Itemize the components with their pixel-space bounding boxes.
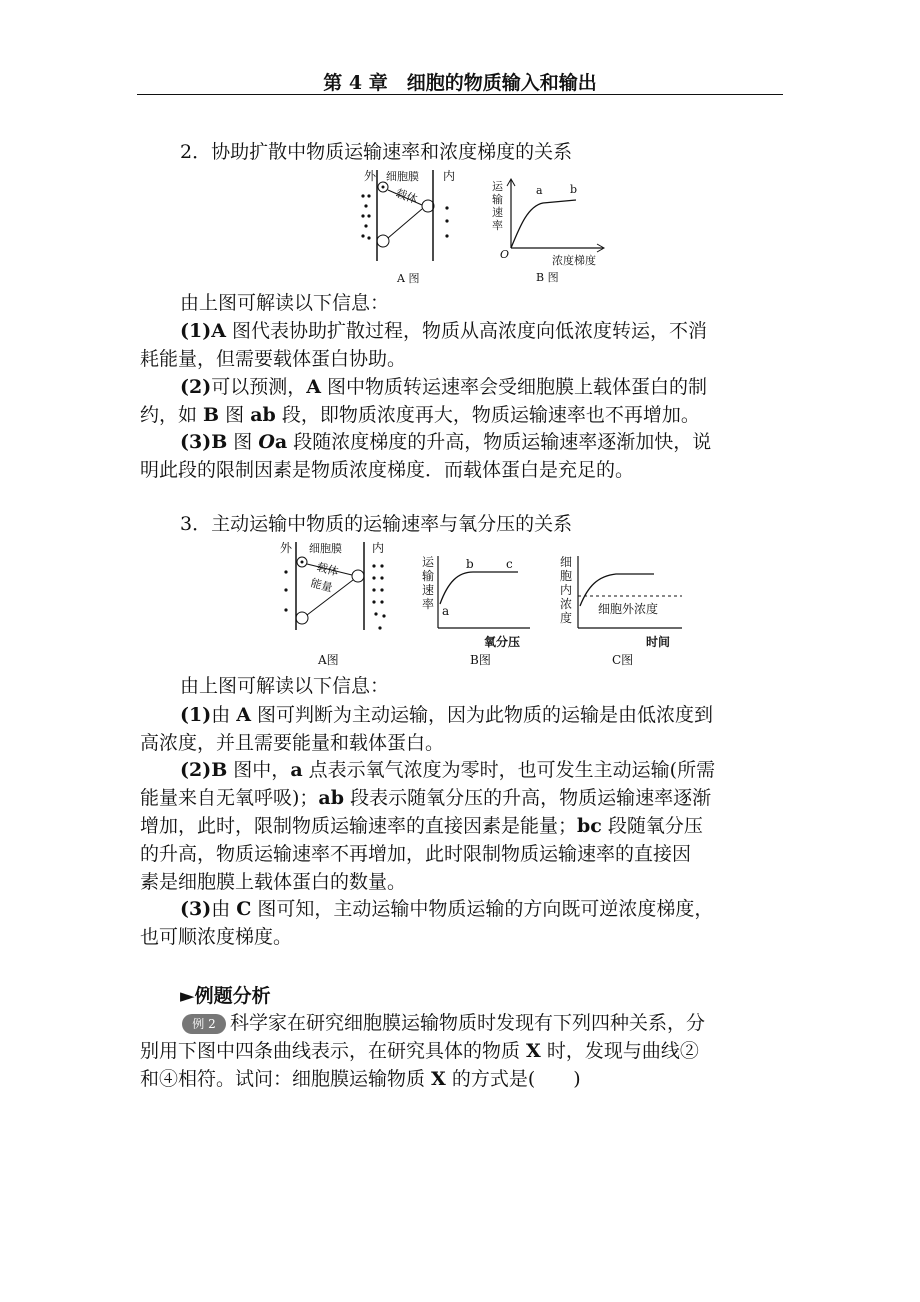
section3-p2-line1: (2)B 图中，a 点表示氧气浓度为零时，也可发生主动运输(所需 <box>180 759 716 781</box>
svg-text:细: 细 <box>560 555 573 569</box>
fig3a-energy-label: 能量 <box>309 576 334 595</box>
fig-b-point-a: a <box>536 184 543 197</box>
fig3a-outside-dots <box>284 570 287 611</box>
section3-heading: 3．主动运输中物质的运输速率与氧分压的关系 <box>180 513 573 535</box>
section2-p1-line1: (1)A 图代表协助扩散过程，物质从高浓度向低浓度转运，不消 <box>180 320 707 342</box>
fig3b-xlabel: 氧分压 <box>484 635 521 649</box>
fig-a-membrane-label: 细胞膜 <box>386 170 419 183</box>
section2-p2-line1: (2)可以预测，A 图中物质转运速率会受细胞膜上载体蛋白的制 <box>180 376 708 398</box>
fig-a-carrier-right <box>422 200 434 212</box>
fig3a-carrier-bottom <box>296 612 308 624</box>
fig-b-curve <box>511 200 576 248</box>
svg-text:浓: 浓 <box>560 597 573 611</box>
fig3a-caption: A图 <box>318 653 339 667</box>
section3-figure-c <box>556 552 691 668</box>
header-rule <box>137 94 783 95</box>
section3-p3-line1: (3)由 C 图可知，主动运输中物质运输的方向既可逆浓度梯度， <box>180 898 714 920</box>
fig3a-carrier-right <box>352 570 364 582</box>
fig3c-xlabel: 时间 <box>646 635 671 649</box>
example-section-label: ►例题分析 <box>180 985 271 1007</box>
section3-p2-line3: 增加，此时，限制物质运输速率的直接因素是能量；bc 段随氧分压 <box>140 815 703 837</box>
section3-p1-line1: (1)由 A 图可判断为主动运输，因为此物质的运输是由低浓度到 <box>180 704 714 726</box>
section3-p2-line4: 的升高，物质运输速率不再增加，此时限制物质运输速率的直接因 <box>140 843 692 865</box>
fig3a-outside-label: 外 <box>280 541 293 555</box>
section3-figure-a <box>276 538 396 668</box>
section2-intro: 由上图可解读以下信息： <box>180 292 390 314</box>
section3-p1-line2: 高浓度，并且需要能量和载体蛋白。 <box>140 732 445 754</box>
fig3c-caption: C图 <box>612 653 634 667</box>
fig3a-inside-dots <box>372 564 385 629</box>
fig-b-xlabel: 浓度梯度 <box>552 254 596 267</box>
fig-a-carrier-link-2 <box>388 209 422 238</box>
fig-a-carrier-bottom <box>377 235 389 247</box>
fig-a-caption: A 图 <box>397 272 420 285</box>
fig3a-inside-label: 内 <box>372 541 385 555</box>
svg-text:运: 运 <box>422 555 435 569</box>
fig-b-ylabel <box>492 180 504 232</box>
fig3b-curve <box>440 572 518 604</box>
svg-text:速: 速 <box>492 206 503 219</box>
fig3b-caption: B图 <box>470 653 491 667</box>
section3-figure-b <box>418 552 538 668</box>
section3-p3-line2: 也可顺浓度梯度。 <box>140 926 293 948</box>
svg-text:运: 运 <box>492 180 503 193</box>
fig3b-point-c: c <box>506 557 513 571</box>
fig-a-carrier-label: 载体 <box>393 186 420 207</box>
svg-text:速: 速 <box>422 583 435 597</box>
page-header-title: 第 4 章 细胞的物质输入和输出 <box>323 72 597 94</box>
fig-b-point-b: b <box>570 183 578 196</box>
svg-text:度: 度 <box>560 611 573 625</box>
example-line3: 和④相符。试问：细胞膜运输物质 X 的方式是( ) <box>140 1068 581 1090</box>
fig-a-inside-dots <box>445 206 448 237</box>
fig3c-ylabel <box>560 555 572 625</box>
fig3a-carrier-label: 载体 <box>315 560 340 579</box>
fig-a-outside-dots <box>361 194 370 239</box>
svg-text:输: 输 <box>422 569 435 583</box>
fig-a-outside-label: 外 <box>364 169 377 183</box>
example-badge: 例 2 <box>182 1014 226 1034</box>
svg-text:内: 内 <box>560 583 573 597</box>
fig-b-caption: B 图 <box>536 271 559 284</box>
svg-text:率: 率 <box>422 597 435 611</box>
section2-p3-line1: (3)B 图 Oa 段随浓度梯度的升高，物质运输速率逐渐加快，说 <box>180 431 712 453</box>
section3-p2-line2: 能量来自无氧呼吸)；ab 段表示随氧分压的升高，物质运输速率逐渐 <box>140 787 712 809</box>
example-line1: 例 2 科学家在研究细胞膜运输物质时发现有下列四种关系，分 <box>182 1012 705 1034</box>
svg-text:输: 输 <box>492 193 503 206</box>
fig3b-point-b: b <box>466 557 474 571</box>
svg-text:率: 率 <box>492 219 503 232</box>
fig3b-point-a: a <box>442 604 450 618</box>
fig-a-inside-label: 内 <box>443 169 456 183</box>
section3-p2-line5: 素是细胞膜上载体蛋白的数量。 <box>140 871 407 893</box>
section2-figure-b <box>488 176 618 288</box>
svg-text:胞: 胞 <box>560 569 573 583</box>
fig3b-ylabel <box>422 555 435 611</box>
section2-p3-line2: 明此段的限制因素是物质浓度梯度．而载体蛋白是充足的。 <box>140 459 635 481</box>
section2-figure-a <box>355 166 465 286</box>
section2-p1-line2: 耗能量，但需要载体蛋白协助。 <box>140 348 407 370</box>
section2-heading: 2．协助扩散中物质运输速率和浓度梯度的关系 <box>180 141 573 163</box>
fig3a-membrane-label: 细胞膜 <box>309 542 342 555</box>
fig-b-origin: O <box>500 248 510 261</box>
section3-intro: 由上图可解读以下信息： <box>180 675 390 697</box>
section2-p2-line2: 约，如 B 图 ab 段，即物质浓度再大，物质运输速率也不再增加。 <box>140 404 700 426</box>
fig3c-dashed-label: 细胞外浓度 <box>598 602 659 616</box>
example-line2: 别用下图中四条曲线表示，在研究具体的物质 X 时，发现与曲线② <box>140 1040 699 1062</box>
